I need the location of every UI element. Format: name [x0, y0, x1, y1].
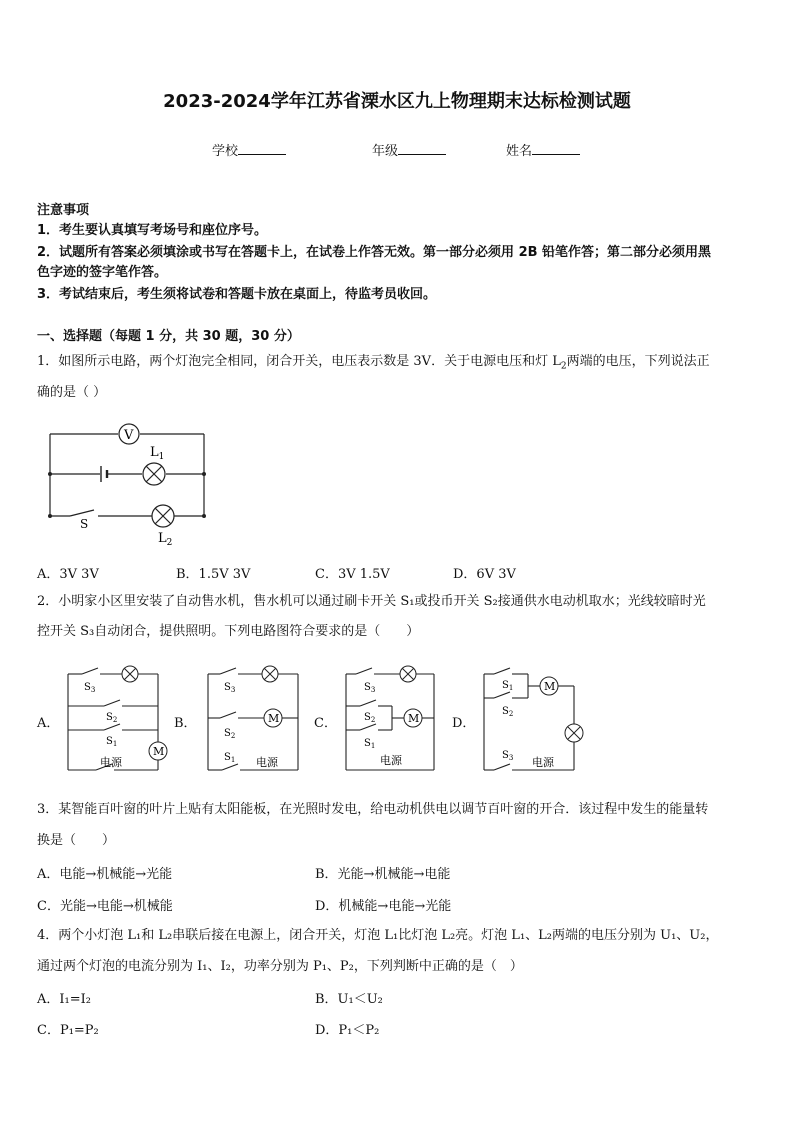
- q4-option-c[interactable]: C．P₁=P₂: [37, 1023, 99, 1038]
- q3-option-b[interactable]: B．光能→机械能→电能: [315, 867, 451, 882]
- q1-circuit-diagram: [40, 418, 220, 550]
- notice-heading: 注意事项: [37, 203, 90, 218]
- q2-option-c-label[interactable]: C．: [314, 716, 337, 731]
- notice-item: 3．考试结束后，考生须将试卷和答题卡放在桌面上，待监考员收回。: [37, 287, 437, 302]
- svg-text:电源: 电源: [532, 756, 554, 769]
- svg-text:M: M: [544, 680, 556, 693]
- q2-stem: 2．小明家小区里安装了自动售水机，售水机可以通过刷卡开关 S₁或投币开关 S₂接通供水电动机取水；光线较暗时光: [37, 594, 706, 609]
- q1-option-a[interactable]: A．3V 3V: [37, 567, 99, 582]
- svg-text:电源: 电源: [256, 756, 278, 769]
- q4-option-d[interactable]: D．P₁＜P₂: [315, 1023, 380, 1038]
- svg-text:M: M: [153, 745, 165, 758]
- school-label: 学校: [212, 144, 239, 159]
- q3-stem: 3．某智能百叶窗的叶片上贴有太阳能板，在光照时发电，给电动机供电以调节百叶窗的开合．该过程中发生的能量转: [37, 802, 709, 817]
- svg-text:S2: $S_2$: [106, 712, 118, 724]
- q2-option-b-label[interactable]: B．: [174, 716, 197, 731]
- exam-title: 2023-2024学年江苏省溧水区九上物理期末达标检测试题: [163, 91, 631, 112]
- svg-text:S2: $S_2$: [224, 728, 236, 740]
- q3-option-d[interactable]: D．机械能→电能→光能: [315, 899, 452, 914]
- q2-stem: 控开关 S₃自动闭合，提供照明。下列电路图符合要求的是（ ）: [37, 624, 420, 639]
- svg-text:M: M: [268, 712, 280, 725]
- svg-text:S2: $S_2$: [502, 706, 514, 718]
- q1-option-d[interactable]: D．6V 3V: [453, 567, 516, 582]
- lamp-l1-label: $L_1$: [150, 445, 165, 462]
- school-field: [212, 140, 286, 159]
- svg-text:S1: $S_1$: [364, 738, 376, 750]
- q2-option-a-label[interactable]: A．: [37, 716, 60, 731]
- grade-field: [372, 140, 446, 159]
- svg-text:S3: $S_3$: [502, 750, 514, 762]
- lamp-l1-icon: [143, 463, 165, 485]
- q2-circuit-a[interactable]: [60, 662, 178, 776]
- q3-stem: 换是（ ）: [37, 833, 116, 848]
- lamp-l2-icon: [152, 505, 174, 527]
- voltmeter-icon: [119, 424, 139, 444]
- q3-option-c[interactable]: C．光能→电能→机械能: [37, 899, 173, 914]
- q4-option-b[interactable]: B．U₁＜U₂: [315, 992, 383, 1007]
- svg-text:M: M: [408, 712, 420, 725]
- svg-text:S3: $S_3$: [84, 682, 96, 694]
- q4-stem: 通过两个灯泡的电流分别为 I₁、I₂，功率分别为 P₁、P₂，下列判断中正确的是（ ）: [37, 959, 523, 974]
- q3-option-a[interactable]: A．电能→机械能→光能: [37, 867, 173, 882]
- section-heading: 一、选择题（每题 1 分，共 30 题，30 分）: [37, 329, 300, 344]
- q4-option-a[interactable]: A．I₁=I₂: [37, 992, 91, 1007]
- q2-circuit-b[interactable]: [198, 662, 310, 776]
- q2-circuit-c[interactable]: [336, 662, 442, 776]
- svg-text:S3: $S_3$: [224, 682, 236, 694]
- q4-stem: 4．两个小灯泡 L₁和 L₂串联后接在电源上，闭合开关，灯泡 L₁比灯泡 L₂亮。灯泡 L₁、L₂两端的电压分别为 U₁、U₂，: [37, 928, 719, 943]
- q1-option-b[interactable]: B．1.5V 3V: [176, 567, 251, 582]
- notice-item: 2．试题所有答案必须填涂或书写在答题卡上，在试卷上作答无效。第一部分必须用 2B 铅笔作答；第二部分必须用黑: [37, 245, 712, 260]
- q1-option-c[interactable]: C．3V 1.5V: [315, 567, 390, 582]
- notice-item: 色字迹的签字笔作答。: [37, 265, 168, 280]
- notice-item: 1．考生要认真填写考场号和座位序号。: [37, 223, 268, 238]
- battery-icon: [101, 466, 107, 482]
- switch-label: S: [80, 517, 89, 531]
- lamp-l2-label: $L_2$: [158, 531, 173, 548]
- svg-text:电源: 电源: [100, 756, 122, 769]
- svg-text:电源: 电源: [380, 754, 402, 767]
- q2-circuit-d[interactable]: [476, 662, 590, 776]
- svg-text:S1: $S_1$: [224, 752, 236, 764]
- svg-text:S1: $S_1$: [106, 736, 118, 748]
- q1-stem: 确的是（ ）: [37, 385, 107, 400]
- q1-stem: 1．如图所示电路，两个灯泡完全相同，闭合开关，电压表示数是 3V．关于电源电压和灯 $L_2$两端的电压，下列说法正: [37, 354, 710, 372]
- svg-text:V: V: [124, 428, 134, 443]
- name-field: [506, 140, 580, 159]
- name-label: 姓名: [506, 144, 533, 159]
- q2-option-d-label[interactable]: D．: [452, 716, 476, 731]
- svg-text:S3: $S_3$: [364, 682, 376, 694]
- svg-text:S1: $S_1$: [502, 680, 514, 692]
- svg-text:S2: $S_2$: [364, 712, 376, 724]
- grade-label: 年级: [372, 144, 399, 159]
